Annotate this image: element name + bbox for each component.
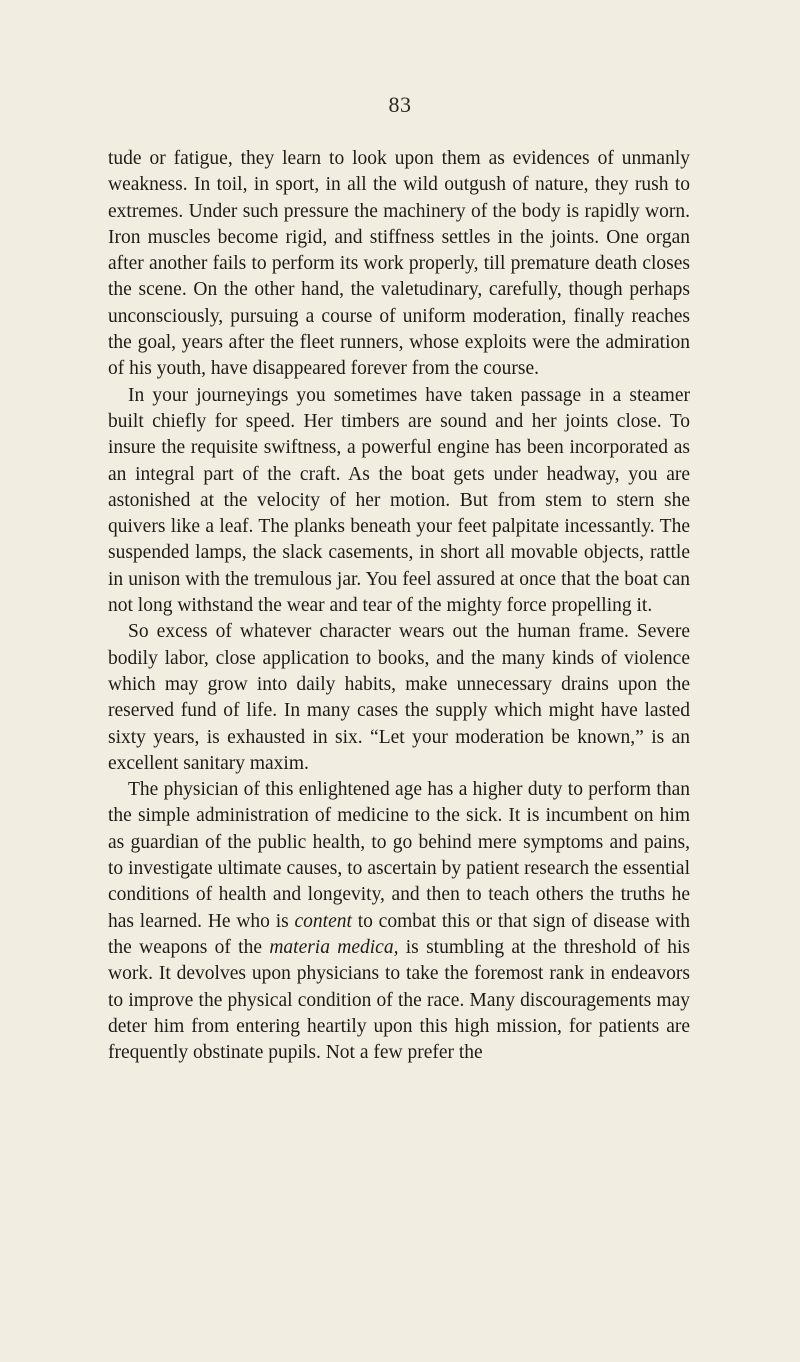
body-text (108, 146, 690, 1066)
paragraph-1: tude or fatigue, they learn to look upon them as evidences of unmanly weakness. In toil, in sport, in all the wild outgush of nature, they rush to extremes. Under such pressure the machinery of the body is rapidly worn. Iron muscles become rigid, and stiffness settles in the joints. One organ after another fails to perform its work properly, till premature death closes the scene. On the other hand, the valetudinary, carefully, though perhaps unconsciously, pursuing a course of uniform moderation, finally reaches the goal, years after the fleet runners, whose exploits were the admiration of his youth, have disappeared forever from the course. (108, 148, 690, 380)
paragraph-2: In your journeyings you sometimes have taken passage in a steamer built chiefly for speed. Her timbers are sound and her joints close. To insure the requisite swiftness, a powerful engine has been incorporated as an integral part of the craft. As the boat gets under headway, you are astonished at the velocity of her motion. But from stem to stern she quivers like a leaf. The planks beneath your feet palpitate incessantly. The suspended lamps, the slack casements, in short all movable objects, rattle in unison with the tremulous jar. You feel assured at once that the boat can not long withstand the wear and tear of the mighty force propelling it. (108, 384, 690, 617)
paragraph-4-part-1: The physician of this enlightened age has a higher duty to perform than the simple administration of medicine to the sick. It is incumbent on him as guardian of the public health, to go behind mere symptoms and pains, to investigate ultimate causes, to ascertain by patient research the essential conditions of health and longevity, and then to teach others the truths he has learned. He who is (108, 779, 690, 932)
page-number: 83 (388, 92, 412, 117)
paragraph-3: So excess of whatever character wears out the human frame. Severe bodily labor, close application to books, and the many kinds of violence which may grow into daily habits, make unnecessary drains upon the reserved fund of life. In many cases the supply which might have lasted sixty years, is exhausted in six. “Let your moderation be known,” is an excellent sanitary maxim. (108, 621, 690, 774)
italic-materia-medica: materia medica, (269, 936, 399, 958)
paragraph-4-part-3: is stumbling at the threshold of his work. It devolves upon physicians to take the foremost rank in endeavors to improve the physical condition of the race. Many discouragements may deter him from entering heartily upon this high mission, for patients are frequently obstinate pupils. Not a few prefer the (108, 936, 691, 1064)
italic-content: content (294, 910, 352, 932)
paragraph-4-part-2: to combat this or that sign of disease with the weapons of the (108, 910, 690, 958)
paragraph-4 (108, 777, 690, 1066)
